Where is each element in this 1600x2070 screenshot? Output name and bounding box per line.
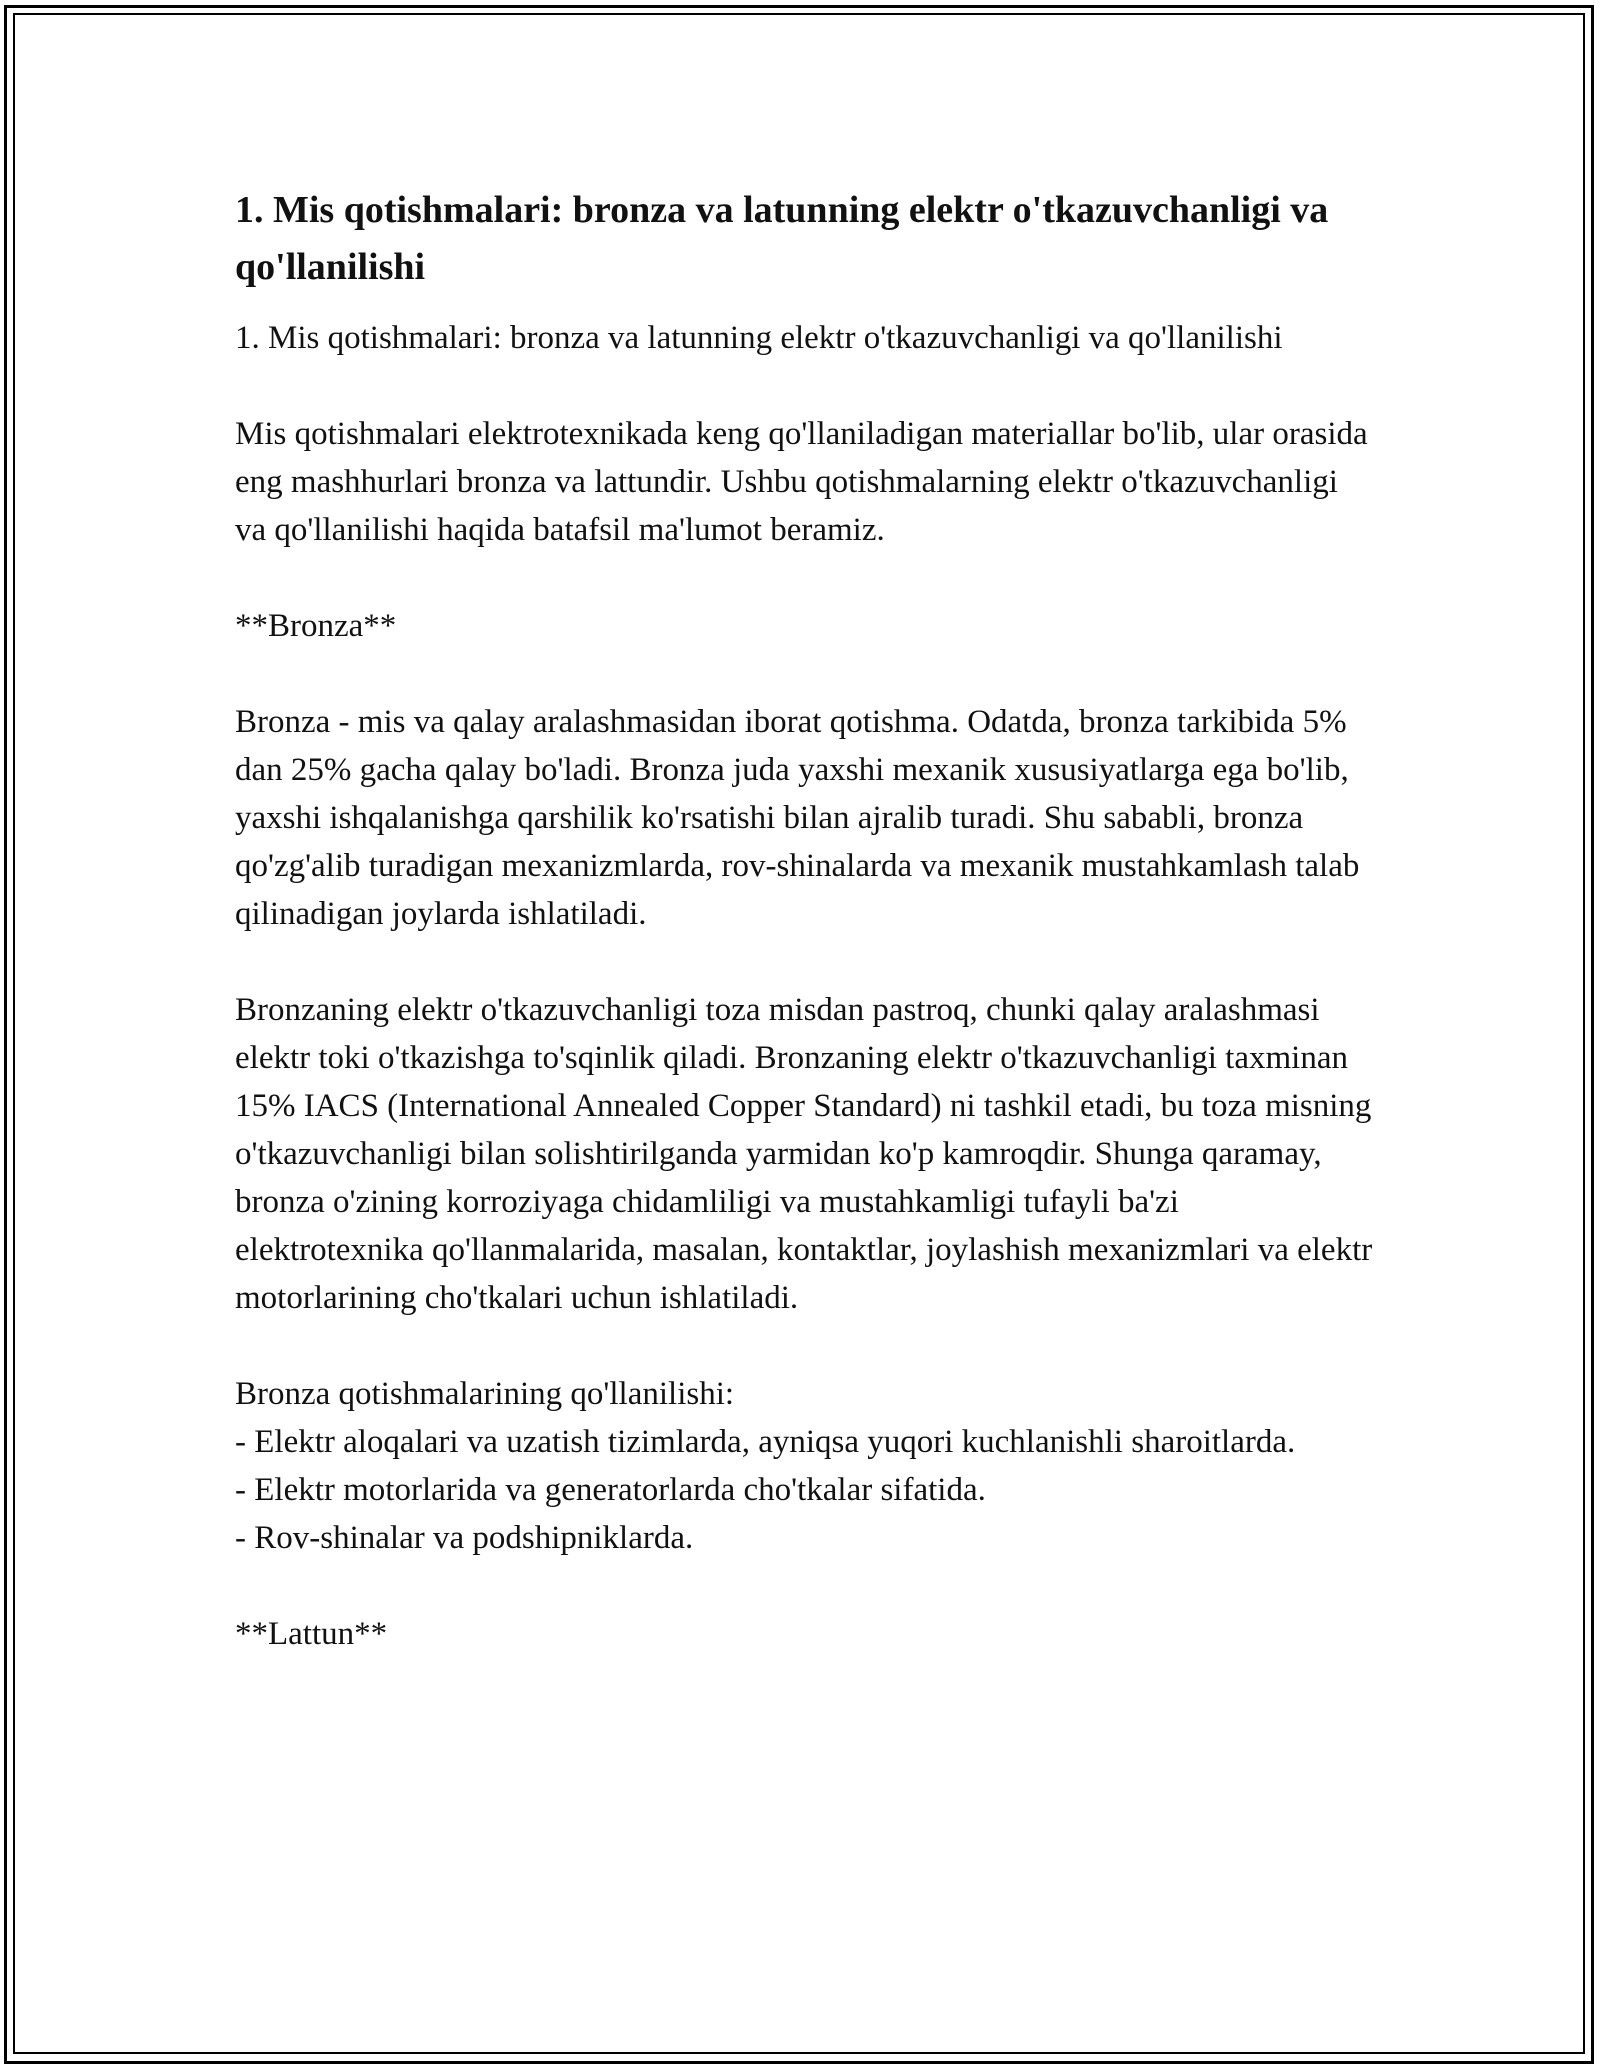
document-title: 1. Mis qotishmalari: bronza va latunning elektr o'tkazuvchanligi va qo'llanilishi bbox=[235, 189, 1329, 288]
list-item: - Rov-shinalar va podshipniklarda. bbox=[235, 1520, 694, 1556]
intro-paragraph: Mis qotishmalari elektrotexnikada keng qo'llaniladigan materiallar bo'lib, ular orasida eng mashhurlari bronza va lattundir. Ushbu qotishmalarning elektr o'tkazuvchanligi va qo'llanilishi haqida batafsil ma'lumot beramiz. bbox=[235, 416, 1368, 548]
brass-heading: **Lattun** bbox=[235, 1616, 388, 1652]
bronze-uses-list bbox=[235, 1370, 1375, 1562]
bronze-paragraph-2: Bronzaning elektr o'tkazuvchanligi toza misdan pastroq, chunki qalay aralashmasi elektr toki o'tkazishga to'sqinlik qiladi. Bronzaning elektr o'tkazuvchanligi taxminan 15% IACS (International Annealed Copper Standard) ni tashkil etadi, bu toza misning o'tkazuvchanligi bilan solishtirilganda yarmidan ko'p kamroqdir. Shunga qaramay, bronza o'zining korroziyaga chidamliligi va mustahkamligi tufayli ba'zi elektrotexnika qo'llanmalarida, masalan, kontaktlar, joylashish mexanizmlari va elektr motorlarining cho'tkalari uchun ishlatiladi. bbox=[235, 992, 1373, 1316]
document-body bbox=[235, 182, 1375, 1658]
bronze-heading: **Bronza** bbox=[235, 608, 397, 644]
list-item: - Elektr motorlarida va generatorlarda cho'tkalar sifatida. bbox=[235, 1472, 986, 1508]
document-subtitle: 1. Mis qotishmalari: bronza va latunning elektr o'tkazuvchanligi va qo'llanilishi bbox=[235, 320, 1283, 356]
list-item: - Elektr aloqalari va uzatish tizimlarda, ayniqsa yuqori kuchlanishli sharoitlarda. bbox=[235, 1424, 1296, 1460]
bronze-paragraph-1: Bronza - mis va qalay aralashmasidan iborat qotishma. Odatda, bronza tarkibida 5% dan 25% gacha qalay bo'ladi. Bronza juda yaxshi mexanik xususiyatlarga ega bo'lib, yaxshi ishqalanishga qarshilik ko'rsatishi bilan ajralib turadi. Shu sababli, bronza qo'zg'alib turadigan mexanizmlarda, rov-shinalarda va mexanik mustahkamlash talab qilinadigan joylarda ishlatiladi. bbox=[235, 704, 1360, 932]
bronze-uses-heading: Bronza qotishmalarining qo'llanilishi: bbox=[235, 1376, 735, 1412]
